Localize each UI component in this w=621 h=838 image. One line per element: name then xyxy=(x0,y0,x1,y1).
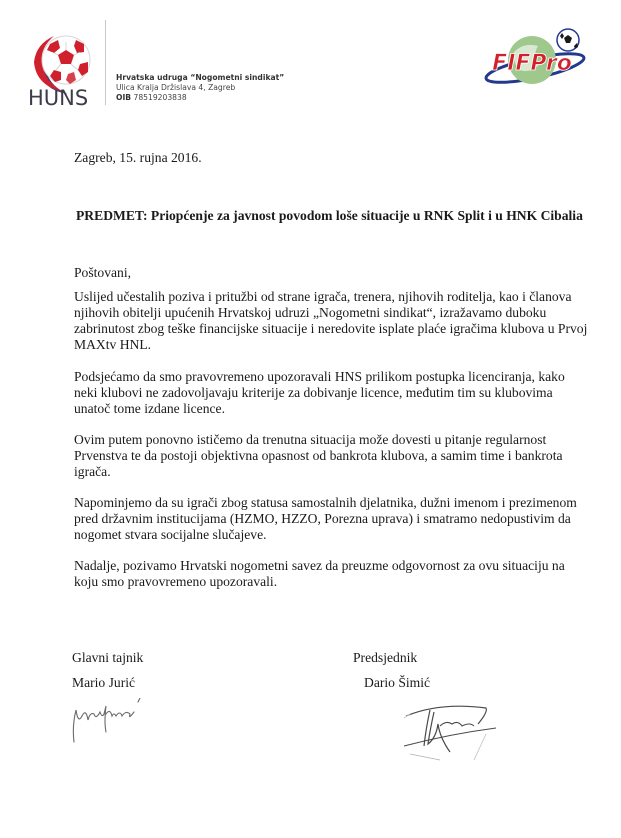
paragraph-line: Napominjemo da su igrači zbog statusa samostalnih djelatnika, dužni imenom i prezimenom xyxy=(74,495,577,510)
paragraph-line: Prvenstva te da postoji objektivna opasnost od bankrota klubova, a samim time i bankrota xyxy=(74,448,563,463)
paragraph-line: njihovih obitelji upućenih Hrvatskoj udruzi „Nogometni sindikat“, izražavamo duboku xyxy=(74,305,547,320)
paragraph-line: neki klubovi ne zadovoljavaju kriterije za dobivanje licence, međutim tim su klubovima xyxy=(74,385,553,400)
paragraph-4 xyxy=(74,495,577,543)
organization-info xyxy=(116,73,284,103)
header-divider xyxy=(105,20,106,105)
paragraph-line: Podsjećamo da smo pravovremeno upozoravali HNS prilikom postupka licenciranja, kako xyxy=(74,369,565,384)
paragraph-2 xyxy=(74,369,574,417)
huns-logo-text: HUNS xyxy=(28,86,89,110)
paragraph-line: unatoč tome izdane licence. xyxy=(74,401,225,416)
oib-label: OIB xyxy=(116,93,132,102)
signatory-name-president: Dario Šimić xyxy=(364,675,431,690)
paragraph-line: MAXtv HNL. xyxy=(74,337,152,352)
paragraph-line: pred državnim institucijama (HZMO, HZZO, Porezna uprava) i smatramo nedopustivim da xyxy=(74,511,571,526)
signature-secretary-icon xyxy=(68,698,158,748)
letter-date: Zagreb, 15. rujna 2016. xyxy=(74,150,202,165)
paragraph-line: Ovim putem ponovno ističemo da trenutna situacija može dovesti u pitanje regularnost xyxy=(74,432,547,447)
paragraph-5 xyxy=(74,558,574,590)
letter-salutation: Poštovani, xyxy=(74,265,132,280)
oib-value: 78519203838 xyxy=(133,93,187,102)
organization-name: Hrvatska udruga “Nogometni sindikat” xyxy=(116,73,285,82)
paragraph-line: igrača. xyxy=(74,464,111,479)
fifpro-logo-text: FIFPro xyxy=(492,51,572,76)
paragraph-line: nogomet stvara socijalne slučajeve. xyxy=(74,527,267,542)
paragraph-line: zabrinutost zbog teške financijske situacije i neredovite isplate plaće igračima klubova u Prvoj xyxy=(74,321,588,336)
signatory-title-president: Predsjednik xyxy=(353,650,418,665)
paragraph-line: Uslijed učestalih poziva i pritužbi od strane igrača, trenera, njihovih roditelja, kao i članova xyxy=(74,289,572,304)
paragraph-line: Nadalje, pozivamo Hrvatski nogometni savez da preuzme odgovornost za ovu situaciju na xyxy=(74,558,565,573)
letter-subject: PREDMET: Priopćenje za javnost povodom loše situacije u RNK Split i u HNK Cibalia xyxy=(76,208,583,223)
signature-president-icon xyxy=(400,698,500,768)
signatory-title-secretary: Glavni tajnik xyxy=(72,650,144,665)
paragraph-line: koju smo pravovremeno upozoravali. xyxy=(74,574,278,589)
organization-address: Ulica Kralja Držislava 4, Zagreb xyxy=(116,83,236,92)
paragraph-3 xyxy=(74,432,574,480)
paragraph-1 xyxy=(74,289,588,353)
fifpro-logo-icon xyxy=(480,26,590,91)
signatory-name-secretary: Mario Jurić xyxy=(72,675,136,690)
organization-oib xyxy=(116,93,284,103)
